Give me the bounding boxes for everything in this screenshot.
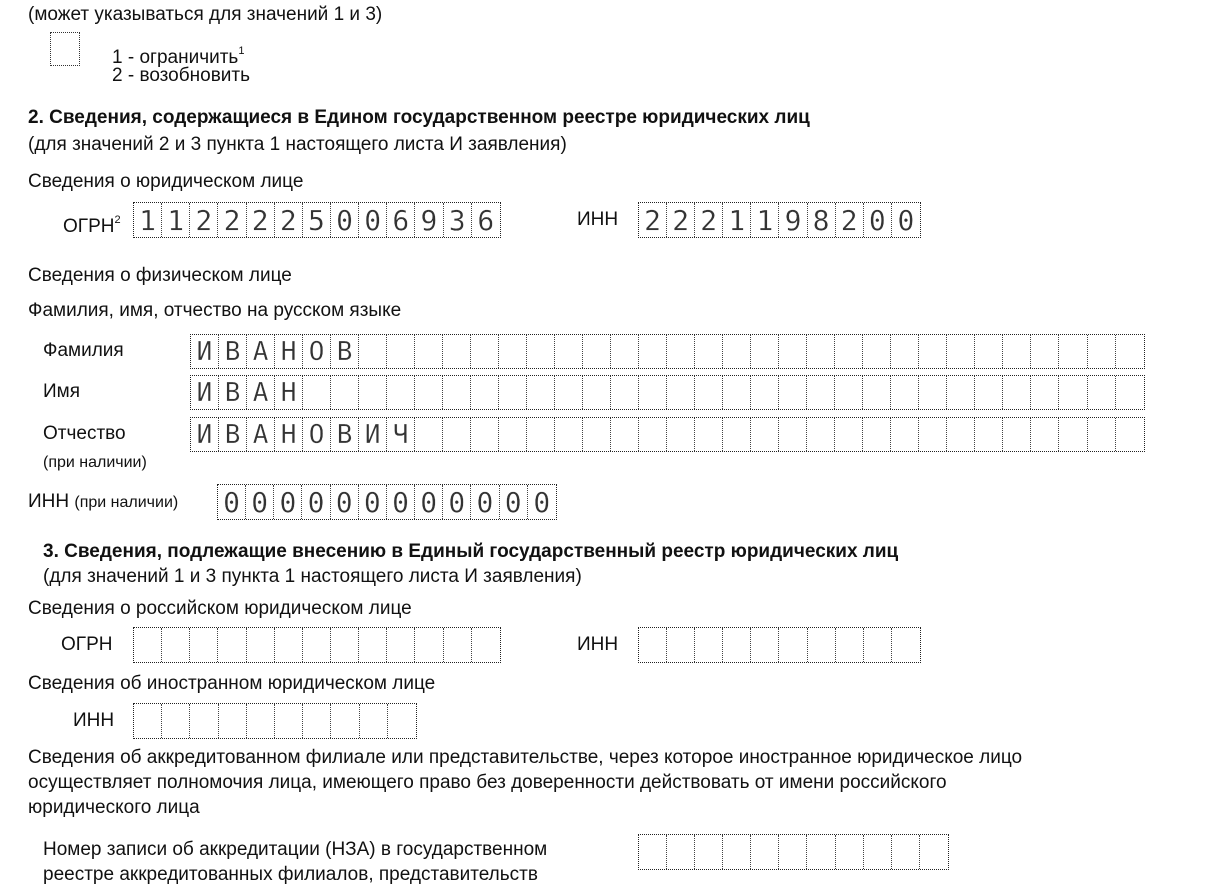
char-cell[interactable]: 5 — [303, 203, 331, 237]
char-cell[interactable] — [331, 376, 359, 409]
char-cell[interactable] — [835, 376, 863, 409]
char-cell[interactable] — [415, 628, 443, 662]
name-field[interactable] — [190, 375, 1145, 410]
patronymic-note: (при наличии) — [43, 454, 147, 471]
char-cell[interactable] — [1116, 418, 1144, 451]
char-cell[interactable] — [947, 335, 975, 368]
char-cell[interactable] — [303, 628, 331, 662]
char-cell[interactable]: 0 — [415, 485, 443, 519]
char-cell[interactable] — [611, 335, 639, 368]
option-restrict: 1 - ограничить$^1$ — [112, 45, 245, 68]
char-cell[interactable]: 0 — [331, 485, 359, 519]
ogrn-label: ОГРН$^2$ — [63, 214, 121, 237]
char-cell[interactable] — [1116, 335, 1144, 368]
char-cell[interactable] — [723, 376, 751, 409]
char-cell[interactable]: В — [331, 418, 359, 451]
nza-label-line2: реестре аккредитованных филиалов, представительств — [43, 864, 538, 885]
char-cell[interactable] — [864, 628, 892, 662]
char-cell[interactable] — [891, 418, 919, 451]
section3-heading: 3. Сведения, подлежащие внесению в Единый государственный реестр юридических лиц — [43, 541, 899, 562]
char-cell[interactable] — [1116, 376, 1144, 409]
char-cell[interactable]: Ч — [387, 418, 415, 451]
operation-note: (может указываться для значений 1 и 3) — [28, 4, 383, 25]
char-cell[interactable]: 6 — [387, 203, 415, 237]
char-cell[interactable] — [583, 376, 611, 409]
char-cell[interactable]: 8 — [808, 203, 836, 237]
section2-subheading: (для значений 2 и 3 пункта 1 настоящего листа И заявления) — [28, 134, 567, 155]
patronymic-label: Отчество — [43, 423, 126, 444]
char-cell[interactable]: 3 — [444, 203, 472, 237]
char-cell[interactable] — [667, 418, 695, 451]
char-cell[interactable]: 1 — [723, 203, 751, 237]
char-cell[interactable] — [723, 335, 751, 368]
char-cell[interactable] — [247, 628, 275, 662]
char-cell[interactable]: О — [303, 418, 331, 451]
char-cell[interactable]: 9 — [779, 203, 807, 237]
inn-field[interactable] — [638, 202, 921, 238]
char-cell[interactable] — [947, 376, 975, 409]
char-cell[interactable]: 0 — [387, 485, 415, 519]
name-label: Имя — [43, 381, 81, 402]
char-cell[interactable] — [555, 418, 583, 451]
inn-label: ИНН — [577, 209, 619, 230]
char-cell[interactable] — [863, 418, 891, 451]
individual-label: Сведения о физическом лице — [28, 265, 292, 286]
char-cell[interactable] — [555, 335, 583, 368]
char-cell[interactable]: 0 — [533, 485, 551, 519]
char-cell[interactable] — [415, 335, 443, 368]
char-cell[interactable] — [947, 418, 975, 451]
char-cell[interactable] — [1031, 376, 1059, 409]
person-inn-label: ИНН (при наличии) — [28, 491, 179, 512]
char-cell[interactable]: 2 — [695, 203, 723, 237]
char-cell[interactable] — [723, 418, 751, 451]
char-cell[interactable] — [331, 704, 359, 738]
char-cell[interactable] — [975, 335, 1003, 368]
char-cell[interactable] — [134, 704, 162, 738]
char-cell[interactable] — [527, 418, 555, 451]
char-cell[interactable] — [975, 376, 1003, 409]
nza-field[interactable] — [638, 834, 949, 870]
branch-text-line1: Сведения об аккредитованном филиале или представительстве, через которое иностранное юридическое лицо — [28, 747, 1023, 768]
ogrn-field[interactable] — [133, 202, 501, 238]
char-cell[interactable] — [807, 835, 835, 869]
char-cell[interactable] — [1003, 335, 1031, 368]
char-cell[interactable] — [247, 704, 275, 738]
char-cell[interactable] — [527, 335, 555, 368]
char-cell[interactable] — [723, 835, 751, 869]
char-cell[interactable] — [611, 376, 639, 409]
char-cell[interactable] — [695, 835, 723, 869]
branch-text-line3: юридического лица — [28, 797, 200, 818]
char-cell[interactable] — [218, 628, 246, 662]
char-cell[interactable] — [583, 418, 611, 451]
char-cell[interactable] — [779, 628, 807, 662]
char-cell[interactable] — [751, 376, 779, 409]
char-cell[interactable] — [331, 628, 359, 662]
russian-entity-label: Сведения о российском юридическом лице — [28, 598, 412, 619]
char-cell[interactable] — [388, 704, 416, 738]
char-cell[interactable] — [639, 418, 667, 451]
char-cell[interactable]: 9 — [415, 203, 443, 237]
char-cell[interactable]: И — [191, 335, 219, 368]
char-cell[interactable] — [134, 628, 162, 662]
operation-checkbox[interactable] — [50, 32, 80, 66]
char-cell[interactable]: Н — [275, 335, 303, 368]
char-cell[interactable] — [527, 376, 555, 409]
char-cell[interactable] — [723, 628, 751, 662]
char-cell[interactable] — [1003, 418, 1031, 451]
char-cell[interactable]: 0 — [246, 485, 274, 519]
char-cell[interactable]: 2 — [275, 203, 303, 237]
char-cell[interactable] — [751, 335, 779, 368]
char-cell[interactable]: 0 — [302, 485, 330, 519]
char-cell[interactable] — [667, 628, 695, 662]
char-cell[interactable] — [807, 335, 835, 368]
char-cell[interactable] — [359, 376, 387, 409]
char-cell[interactable] — [415, 376, 443, 409]
ogrn-field-s3[interactable] — [133, 627, 501, 663]
surname-label: Фамилия — [43, 340, 124, 361]
char-cell[interactable] — [219, 704, 247, 738]
branch-text-line2: осуществляет полномочия лица, имеющего право без доверенности действовать от имени российского — [28, 772, 947, 793]
char-cell[interactable] — [1059, 335, 1087, 368]
char-cell[interactable] — [667, 835, 695, 869]
char-cell[interactable] — [499, 335, 527, 368]
person-inn-field[interactable] — [217, 484, 557, 520]
char-cell[interactable] — [275, 704, 303, 738]
char-cell[interactable] — [695, 418, 723, 451]
char-cell[interactable] — [836, 835, 864, 869]
char-cell[interactable]: 2 — [836, 203, 864, 237]
char-cell[interactable]: А — [247, 418, 275, 451]
char-cell[interactable]: В — [219, 335, 247, 368]
char-cell[interactable]: В — [331, 335, 359, 368]
char-cell[interactable] — [695, 335, 723, 368]
char-cell[interactable] — [695, 628, 723, 662]
char-cell[interactable] — [919, 376, 947, 409]
char-cell[interactable] — [359, 335, 387, 368]
char-cell[interactable] — [190, 704, 218, 738]
char-cell[interactable]: 2 — [190, 203, 218, 237]
char-cell[interactable] — [303, 704, 331, 738]
char-cell[interactable] — [387, 335, 415, 368]
legal-entity-label: Сведения о юридическом лице — [28, 171, 304, 192]
char-cell[interactable]: И — [191, 376, 219, 409]
char-cell[interactable]: 0 — [331, 203, 359, 237]
char-cell[interactable]: А — [247, 376, 275, 409]
char-cell[interactable]: 0 — [897, 203, 915, 237]
char-cell[interactable] — [162, 704, 190, 738]
char-cell[interactable] — [639, 628, 667, 662]
char-cell[interactable] — [835, 418, 863, 451]
foreign-inn-label: ИНН — [73, 710, 115, 731]
char-cell[interactable] — [920, 835, 948, 869]
char-cell[interactable] — [1059, 376, 1087, 409]
char-cell[interactable]: 6 — [477, 203, 495, 237]
char-cell[interactable] — [975, 418, 1003, 451]
char-cell[interactable] — [1031, 418, 1059, 451]
char-cell[interactable] — [835, 335, 863, 368]
char-cell[interactable] — [499, 376, 527, 409]
char-cell[interactable] — [611, 418, 639, 451]
char-cell[interactable] — [779, 376, 807, 409]
char-cell[interactable]: 2 — [218, 203, 246, 237]
char-cell[interactable] — [863, 335, 891, 368]
char-cell[interactable] — [751, 628, 779, 662]
char-cell[interactable] — [667, 376, 695, 409]
char-cell[interactable]: 0 — [274, 485, 302, 519]
patronymic-field[interactable] — [190, 417, 1145, 452]
char-cell[interactable] — [695, 376, 723, 409]
char-cell[interactable] — [807, 376, 835, 409]
char-cell[interactable] — [360, 704, 388, 738]
char-cell[interactable] — [471, 418, 499, 451]
char-cell[interactable] — [1003, 376, 1031, 409]
char-cell[interactable] — [891, 335, 919, 368]
char-cell[interactable] — [1031, 335, 1059, 368]
char-cell[interactable]: 1 — [162, 203, 190, 237]
section3-subheading: (для значений 1 и 3 пункта 1 настоящего листа И заявления) — [43, 566, 582, 587]
char-cell[interactable] — [583, 335, 611, 368]
char-cell[interactable] — [779, 835, 807, 869]
char-cell[interactable]: 0 — [359, 485, 387, 519]
char-cell[interactable] — [190, 628, 218, 662]
char-cell[interactable]: В — [219, 376, 247, 409]
char-cell[interactable] — [919, 418, 947, 451]
char-cell[interactable] — [443, 335, 471, 368]
char-cell[interactable] — [751, 418, 779, 451]
char-cell[interactable]: Н — [275, 418, 303, 451]
char-cell[interactable] — [387, 376, 415, 409]
char-cell[interactable] — [751, 835, 779, 869]
char-cell[interactable] — [639, 335, 667, 368]
char-cell[interactable]: 2 — [667, 203, 695, 237]
section2-heading: 2. Сведения, содержащиеся в Едином государственном реестре юридических лиц — [28, 107, 810, 128]
foreign-inn-field[interactable] — [133, 703, 417, 739]
char-cell[interactable]: 0 — [500, 485, 528, 519]
char-cell[interactable] — [836, 628, 864, 662]
char-cell[interactable]: Н — [275, 376, 303, 409]
char-cell[interactable] — [808, 628, 836, 662]
char-cell[interactable] — [472, 628, 500, 662]
foreign-entity-label: Сведения об иностранном юридическом лице — [28, 673, 436, 694]
char-cell[interactable]: 1 — [751, 203, 779, 237]
char-cell[interactable] — [779, 335, 807, 368]
inn-label-s3: ИНН — [577, 634, 619, 655]
char-cell[interactable] — [1059, 418, 1087, 451]
char-cell[interactable] — [639, 835, 667, 869]
char-cell[interactable] — [444, 628, 472, 662]
char-cell[interactable] — [667, 335, 695, 368]
char-cell[interactable] — [892, 835, 920, 869]
char-cell[interactable]: 0 — [443, 485, 471, 519]
char-cell[interactable] — [499, 418, 527, 451]
char-cell[interactable] — [779, 418, 807, 451]
char-cell[interactable]: 0 — [218, 485, 246, 519]
option-resume: 2 - возобновить — [112, 65, 251, 86]
char-cell[interactable] — [303, 376, 331, 409]
char-cell[interactable] — [415, 418, 443, 451]
char-cell[interactable] — [864, 835, 892, 869]
char-cell[interactable]: 0 — [864, 203, 892, 237]
ogrn-label-s3: ОГРН — [61, 634, 113, 655]
char-cell[interactable] — [443, 418, 471, 451]
surname-field[interactable] — [190, 334, 1145, 369]
char-cell[interactable]: О — [303, 335, 331, 368]
char-cell[interactable] — [162, 628, 190, 662]
char-cell[interactable] — [1088, 376, 1116, 409]
char-cell[interactable] — [891, 376, 919, 409]
char-cell[interactable] — [471, 335, 499, 368]
char-cell[interactable]: 0 — [471, 485, 499, 519]
char-cell[interactable] — [919, 335, 947, 368]
char-cell[interactable]: А — [247, 335, 275, 368]
char-cell[interactable] — [1088, 418, 1116, 451]
char-cell[interactable] — [807, 418, 835, 451]
char-cell[interactable]: 1 — [134, 203, 162, 237]
char-cell[interactable]: 2 — [639, 203, 667, 237]
char-cell[interactable]: 0 — [359, 203, 387, 237]
char-cell[interactable] — [359, 628, 387, 662]
char-cell[interactable] — [471, 376, 499, 409]
nza-label-line1: Номер записи об аккредитации (НЗА) в государственном — [43, 839, 548, 860]
char-cell[interactable] — [555, 376, 583, 409]
char-cell[interactable]: В — [219, 418, 247, 451]
char-cell[interactable]: И — [359, 418, 387, 451]
char-cell[interactable] — [1088, 335, 1116, 368]
char-cell[interactable] — [443, 376, 471, 409]
char-cell[interactable] — [863, 376, 891, 409]
fio-label: Фамилия, имя, отчество на русском языке — [28, 300, 402, 321]
char-cell[interactable] — [387, 628, 415, 662]
char-cell[interactable] — [892, 628, 920, 662]
inn-field-s3[interactable] — [638, 627, 921, 663]
char-cell[interactable]: 2 — [247, 203, 275, 237]
char-cell[interactable]: И — [191, 418, 219, 451]
char-cell[interactable] — [275, 628, 303, 662]
char-cell[interactable] — [639, 376, 667, 409]
